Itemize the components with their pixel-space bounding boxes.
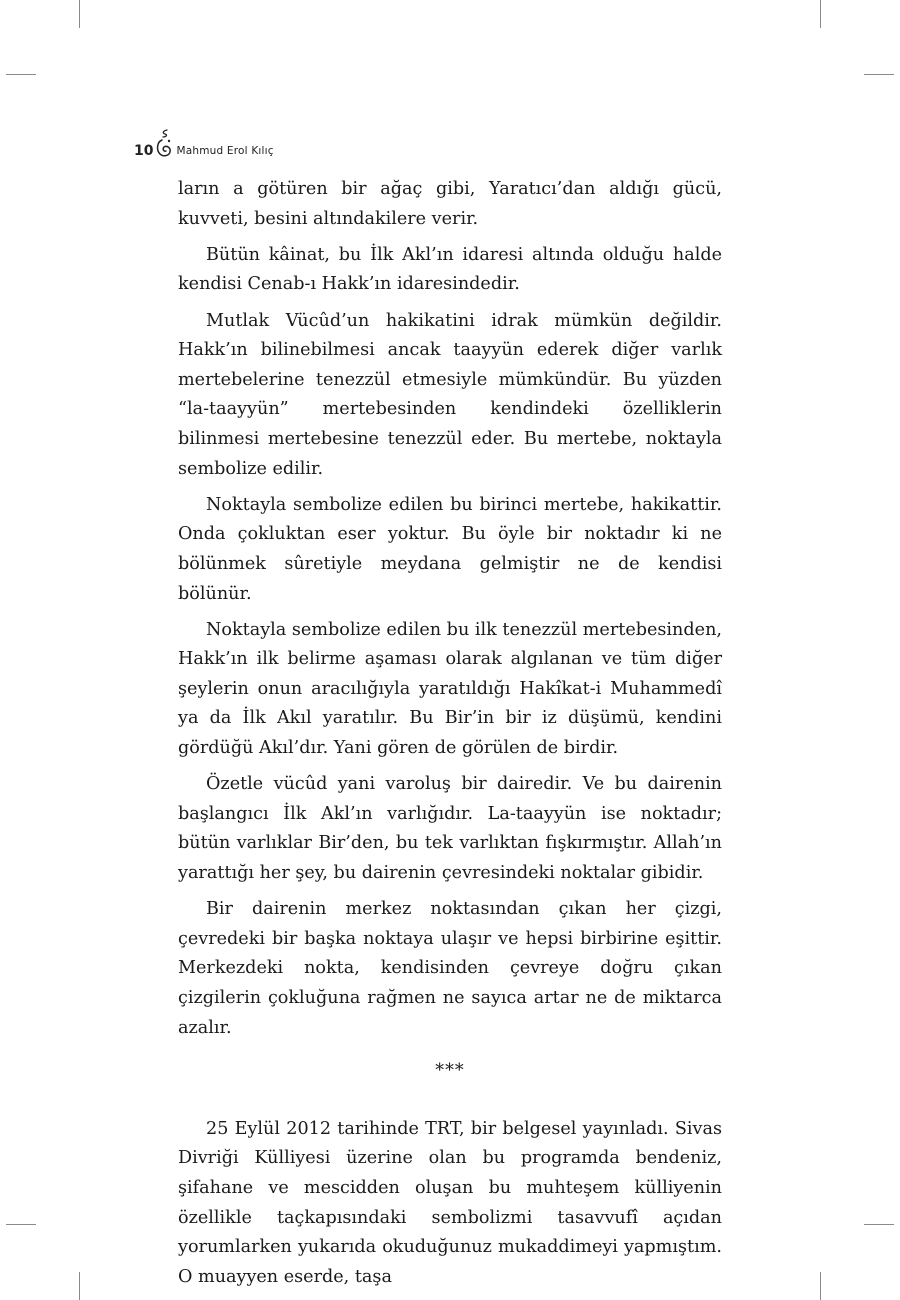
- running-head: [134, 128, 274, 160]
- crop-mark-top-left: [79, 0, 80, 28]
- calligraphy-ornament-icon: [154, 128, 174, 160]
- paragraph: 25 Eylül 2012 tarihinde TRT, bir belgesel yayınladı. Sivas Divriği Külliyesi üzerine olan bu programda bendeniz, şifahane ve mescidden oluşan bu muhteşem külliyenin özellikle taçkapısındaki sembolizmi tasavvufî açıdan yorumlarken yukarıda okuduğunuz mukaddimeyi yapmıştım. O muayyen eserde, taşa: [178, 1118, 722, 1287]
- body-text: [178, 175, 722, 1299]
- crop-mark-right-top: [864, 74, 894, 75]
- paragraph-continued: ların a götüren bir ağaç gibi, Yaratıcı’dan aldığı gücü, kuvveti, besini altındakilere verir.: [178, 179, 722, 229]
- crop-mark-top-right: [820, 0, 821, 28]
- page-number: 10: [134, 143, 154, 159]
- crop-mark-left-top: [6, 74, 36, 75]
- crop-mark-bottom-right: [820, 1272, 821, 1300]
- paragraph: Bütün kâinat, bu İlk Akl’ın idaresi altında olduğu halde kendisi Cenab-ı Hakk’ın idaresindedir.: [178, 244, 722, 295]
- crop-mark-bottom-left: [79, 1272, 80, 1300]
- paragraph: Özetle vücûd yani varoluş bir dairedir. Ve bu dairenin başlangıcı İlk Akl’ın varlığıdır. La-taayyün ise noktadır; bütün varlıklar Bir’den, bu tek varlıktan fışkırmıştır. Allah’ın yarattığı her şey, bu dairenin çevresindeki noktalar gibidir.: [178, 774, 722, 884]
- paragraph: Bir dairenin merkez noktasından çıkan her çizgi, çevredeki bir başka noktaya ulaşır ve hepsi birbirine eşittir. Merkezdeki nokta, kendisinden çevreye doğru çıkan çizgilerin çokluğuna rağmen ne sayıca artar ne de miktarca azalır.: [178, 899, 722, 1038]
- section-separator: ***: [435, 1061, 465, 1082]
- crop-mark-left-bottom: [6, 1224, 36, 1225]
- paragraph: Noktayla sembolize edilen bu birinci mertebe, hakikattir. Onda çokluktan eser yoktur. Bu öyle bir noktadır ki ne bölünmek sûretiyle meydana gelmiştir ne de kendisi bölünür.: [178, 494, 722, 604]
- paragraph: Noktayla sembolize edilen bu ilk tenezzül mertebesinden, Hakk’ın ilk belirme aşaması olarak algılanan ve tüm diğer şeylerin onun aracılığıyla yaratıldığı Hakîkat-i Muhammedî ya da İlk Akıl yaratılır. Bu Bir’in bir iz düşümü, kendini gördüğü Akıl’dır. Yani gören de görülen de birdir.: [178, 619, 722, 759]
- crop-mark-right-bottom: [864, 1224, 894, 1225]
- paragraph: Mutlak Vücûd’un hakikatini idrak mümkün değildir. Hakk’ın bilinebilmesi ancak taayyün ederek diğer varlık mertebelerine tenezzül etmesiyle mümkündür. Bu yüzden “la-taayyün” mertebesinden kendindeki özelliklerin bilinmesi mertebesine tenezzül eder. Bu mertebe, noktayla sembolize edilir.: [178, 310, 722, 479]
- author-name: Mahmud Erol Kılıç: [176, 145, 274, 157]
